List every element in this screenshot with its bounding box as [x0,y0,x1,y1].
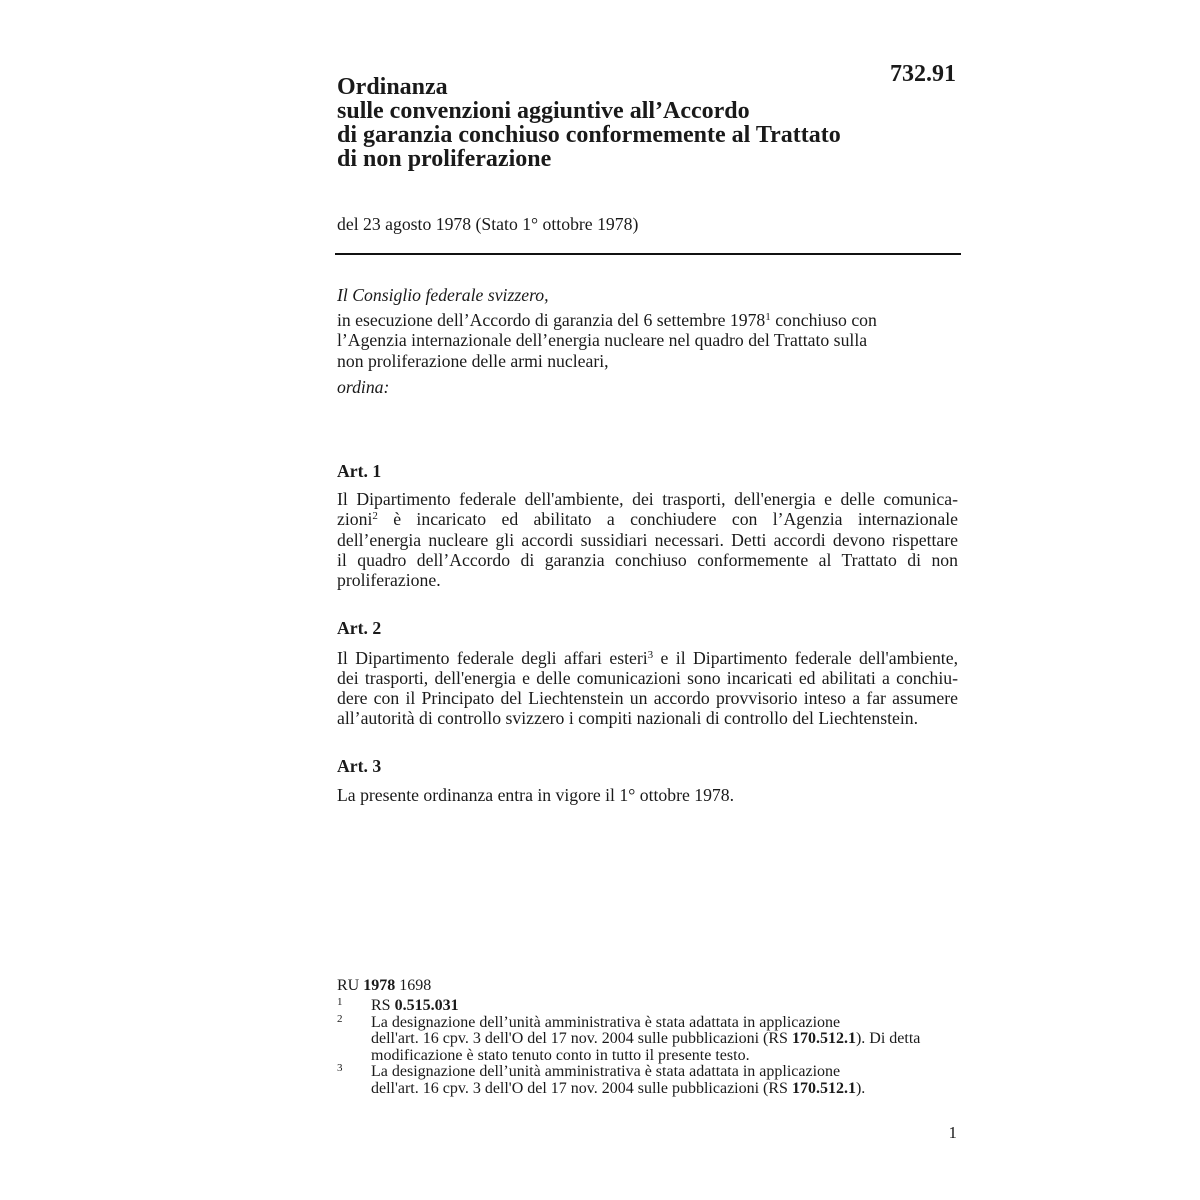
footnote [337,1064,958,1097]
footnote-number: 2 [337,1012,343,1025]
text-segment: ). [855,1079,866,1097]
text-line: La designazione dell’unità amministrativa è stata adattata in applicazione [371,1063,841,1080]
document-title [337,75,897,171]
text-line: La presente ordinanza entra in vigore il 1° ottobre 1978. [337,785,735,805]
text-segment: RS [371,997,395,1014]
footnote-text [371,1015,958,1065]
text-segment: dell'art. 16 cpv. 3 dell'O del 17 nov. 2004 sulle pubblicazioni (RS [371,1030,792,1047]
footnote-ref: 2 [372,510,378,523]
rs-reference: 170.512.1 [791,1079,856,1097]
footnote [337,998,958,1015]
text-segment: dell'art. 16 cpv. 3 dell'O del 17 nov. 2004 sulle pubblicazioni (RS [371,1079,792,1097]
article-1-heading: Art. 1 [337,461,382,481]
article-2-text [337,648,958,728]
footnote-number: 1 [337,996,343,1008]
text-segment: conchiuso con [770,310,877,330]
text-line: dell’energia nucleare gli accordi sussidiari necessari. Detti accordi devono rispettare [337,529,958,550]
text-line [337,509,958,529]
text-segment: e il Dipartimento federale dell'ambiente, [653,648,958,668]
text-segment: è incaricato ed abilitato a conchiudere con l’Agenzia internazionale [377,509,958,530]
footnotes [337,998,958,1097]
title-line: Ordinanza [337,74,448,100]
text-line: non proliferazione delle armi nucleari, [337,350,609,371]
text-line: La designazione dell’unità amministrativa è stata adattata in applicazione [371,1013,841,1031]
text-line [371,1081,958,1098]
text-line [337,310,958,330]
text-segment: Il Dipartimento federale degli affari esteri [337,648,648,668]
text-line [371,1031,958,1048]
text-line: proliferazione. [337,570,441,590]
text-line: modificazione è stato tenuto conto in tutto il presente testo. [371,1046,750,1064]
title-line: sulle convenzioni aggiuntive all’Accordo [337,98,750,124]
text-segment: in esecuzione dell’Accordo di garanzia del 6 settembre 1978 [337,310,766,330]
header-divider [335,253,961,255]
footnote-text [371,1064,958,1097]
article-1-text [337,489,958,590]
title-line: di garanzia conchiuso conformemente al Trattato [337,122,841,148]
rs-reference: 0.515.031 [394,997,459,1014]
text-line: dei trasporti, dell'energia e delle comunicazioni sono incaricati ed abilitati a conchiu- [337,668,958,689]
footnote-ref: 3 [647,649,654,661]
title-line: di non proliferazione [337,146,552,172]
text-line: Il Dipartimento federale dell'ambiente, dei trasporti, dell'energia e delle comunica- [337,489,958,509]
footnote-ref: 1 [765,311,771,323]
ru-page: 1698 [395,977,432,994]
text-line: il quadro dell’Accordo di garanzia conchiuso conformemente al Trattato di non [337,549,958,570]
article-3-text [337,785,958,805]
article-2-heading: Art. 2 [337,618,382,638]
preamble-text [337,310,958,371]
preamble-authority: Il Consiglio federale svizzero, [337,285,549,305]
text-line: l’Agenzia internazionale dell’energia nucleare nel quadro del Trattato sulla [337,330,868,351]
footnote-text [371,998,958,1015]
rs-number: 732.91 [890,61,956,87]
page-number: 1 [948,1123,957,1142]
text-segment: zioni [337,509,373,530]
ru-prefix: RU [337,977,364,994]
footnote [337,1012,958,1065]
footnote-number: 3 [337,1062,343,1074]
date-line: del 23 agosto 1978 (Stato 1° ottobre 1978) [337,214,639,234]
ru-year: 1978 [363,977,396,994]
text-segment: ). Di detta [855,1030,921,1047]
text-line [337,648,958,668]
text-line [371,998,958,1015]
text-line: all’autorità di controllo svizzero i compiti nazionali di controllo del Liechtenstein. [337,708,919,729]
rs-reference: 170.512.1 [791,1030,856,1047]
text-line: dere con il Principato del Liechtenstein un accordo provvisorio inteso a far assumere [337,688,958,709]
article-3-heading: Art. 3 [337,756,382,776]
preamble-decree: ordina: [337,377,390,397]
official-collection-reference [337,978,431,995]
